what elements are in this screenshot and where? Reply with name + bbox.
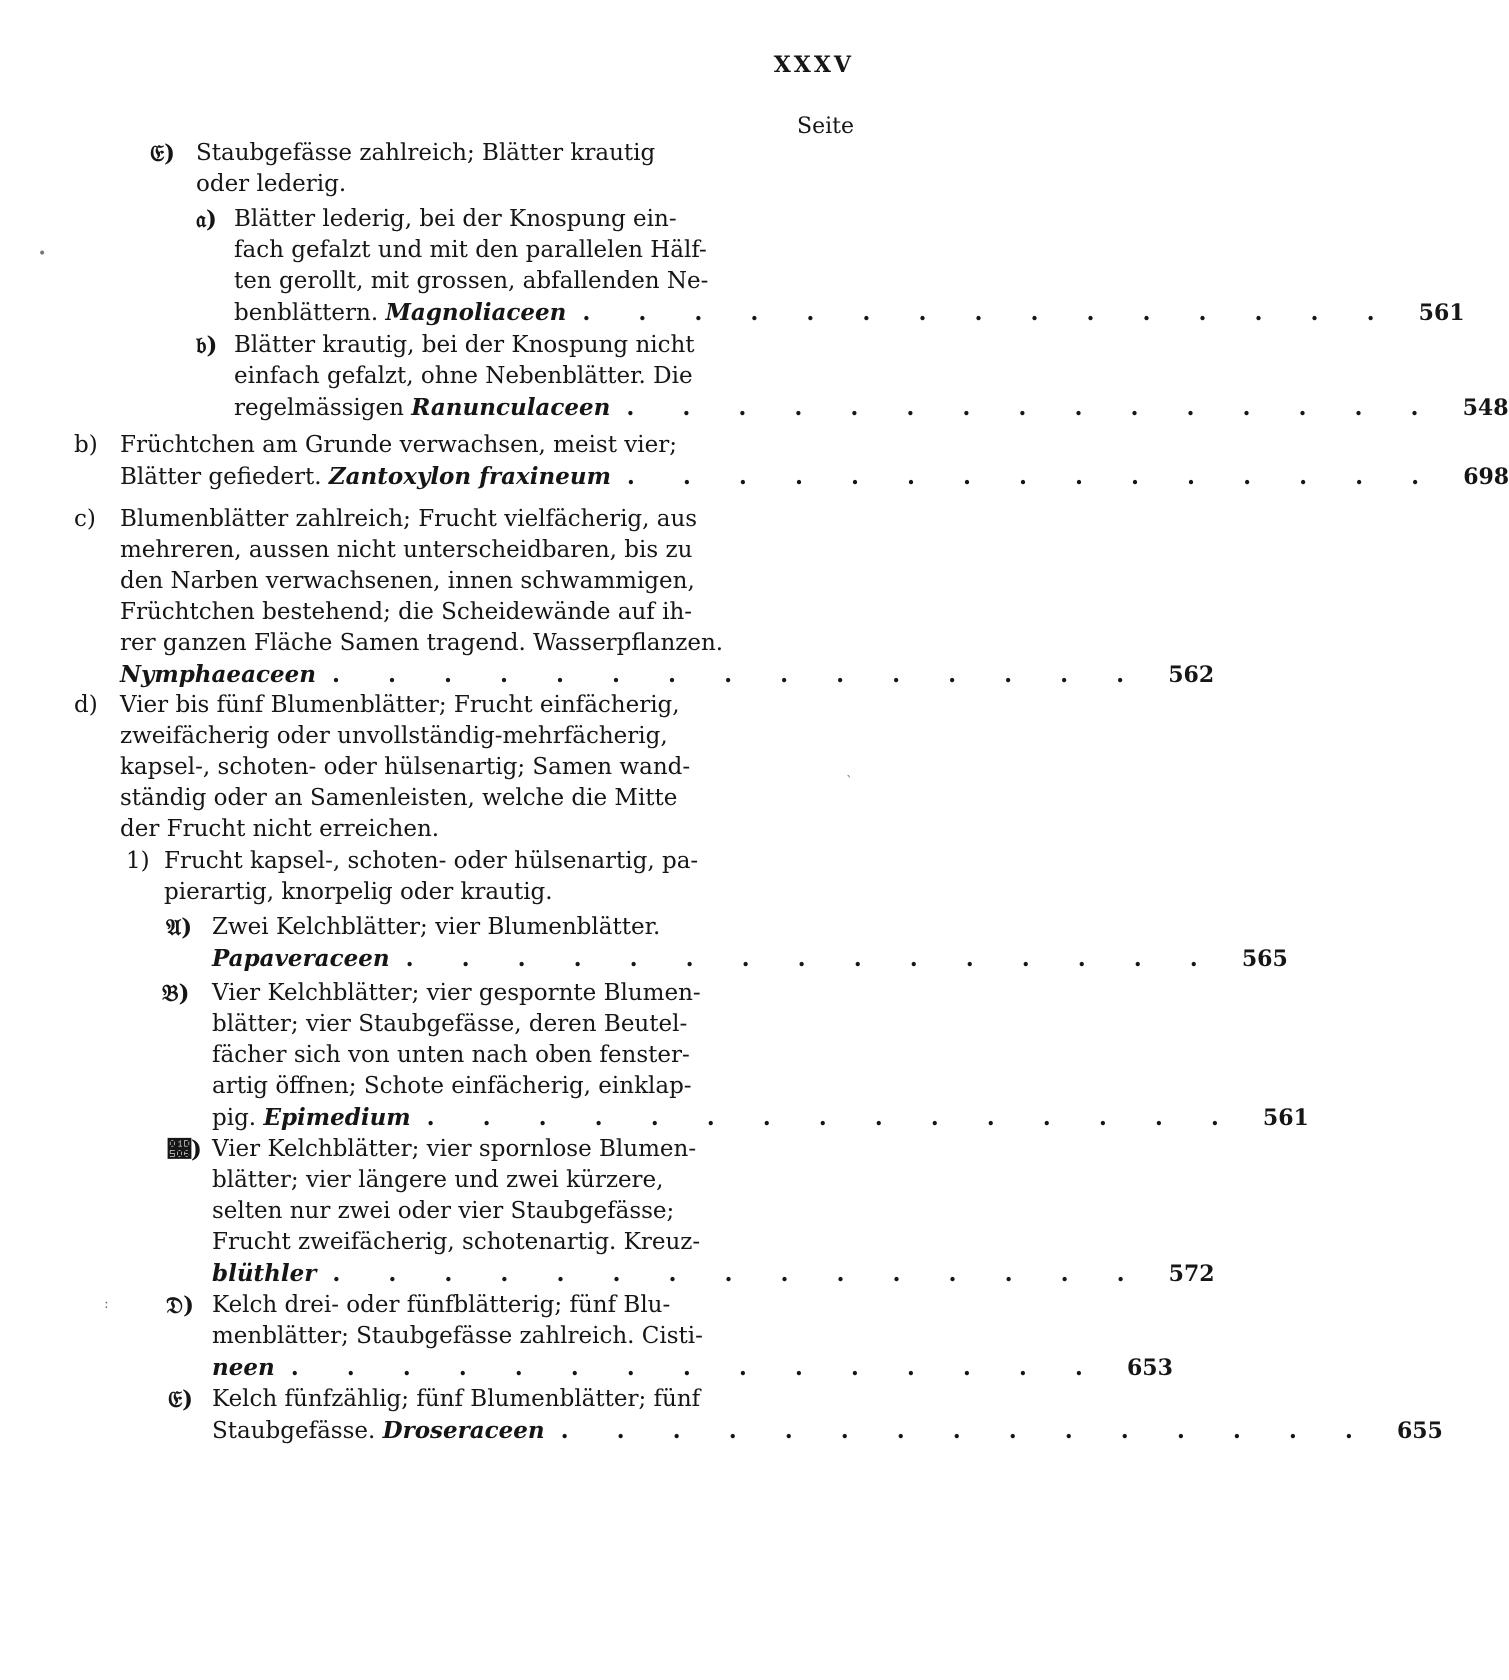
- leader-dots: . . . . . . . . . . . . . . .: [426, 1104, 1239, 1131]
- entry-line: einfach gefalzt, ohne Nebenblätter. Die: [234, 363, 693, 389]
- entry-last-line: [234, 392, 1509, 424]
- entry-line: den Narben verwachsenen, innen schwammigen,: [120, 568, 695, 594]
- entry-line: Staubgefässe zahlreich; Blätter krautig: [196, 140, 656, 166]
- entry-last-line: [120, 461, 1509, 493]
- page-ref: 561: [1262, 1105, 1309, 1131]
- entry-line: Blumenblätter zahlreich; Frucht vielfächerig, aus: [120, 506, 698, 532]
- page-column-label: Seite: [797, 114, 854, 139]
- page-ref: 653: [1127, 1355, 1173, 1381]
- page-ref: 562: [1168, 662, 1215, 688]
- taxon-name: Droseraceen: [382, 1417, 545, 1444]
- entry-line: selten nur zwei oder vier Staubgefässe;: [212, 1198, 675, 1224]
- entry-line: pierartig, knorpelig oder krautig.: [164, 879, 553, 905]
- leader-dots: . . . . . . . . . . . . . . .: [290, 1354, 1103, 1381]
- entry-marker: 𝔄): [166, 914, 193, 941]
- entry-line: artig öffnen; Schote einfächerig, einklap-: [212, 1073, 692, 1099]
- key-entry: [196, 204, 1465, 329]
- key-entry: [162, 978, 1309, 1134]
- entry-line: Kelch drei- oder fünfblätterig; fünf Blu-: [212, 1292, 671, 1318]
- entry-line: ständig oder an Samenleisten, welche die Mitte: [120, 785, 678, 811]
- entry-line: blätter; vier Staubgefässe, deren Beutel-: [212, 1011, 688, 1037]
- entry-line: Blätter krautig, bei der Knospung nicht: [234, 332, 695, 358]
- entry-last-line: [212, 943, 1288, 975]
- leader-dots: . . . . . . . . . . . . . . .: [582, 299, 1395, 326]
- entry-last-line: [120, 659, 1215, 691]
- leader-dots: . . . . . . . . . . . . . . .: [626, 463, 1440, 490]
- taxon-name: Ranunculaceen: [411, 394, 611, 421]
- entry-last-line: [234, 297, 1465, 329]
- key-entry: [126, 846, 860, 908]
- entry-marker: c): [74, 506, 96, 532]
- entry-last-line: [212, 1102, 1309, 1134]
- key-entry: [166, 1290, 1173, 1384]
- entry-text: pig.: [212, 1105, 257, 1131]
- entry-last-line: [212, 1415, 1443, 1447]
- entry-line: Blätter lederig, bei der Knospung ein-: [234, 206, 677, 232]
- entry-line: Vier Kelchblätter; vier gespornte Blumen-: [212, 980, 701, 1006]
- page-ref: 698: [1463, 464, 1509, 490]
- entry-last-line: [212, 1258, 1215, 1290]
- page-ref: 548: [1462, 395, 1509, 421]
- entry-line: der Frucht nicht erreichen.: [120, 816, 440, 842]
- entry-line: Früchtchen am Grunde verwachsen, meist vier;: [120, 432, 677, 458]
- leader-dots: . . . . . . . . . . . . . . .: [560, 1417, 1373, 1444]
- taxon-name: Zantoxylon fraxineum: [328, 463, 611, 490]
- entry-line: Frucht zweifächerig, schotenartig. Kreuz-: [212, 1229, 701, 1255]
- key-entry: [168, 1134, 1215, 1290]
- entry-marker: 𝔇): [166, 1292, 194, 1319]
- entry-text: benblättern.: [234, 300, 379, 326]
- entry-line: mehreren, aussen nicht unterscheidbaren, bis zu: [120, 537, 693, 563]
- print-smudge: `: [846, 774, 853, 790]
- entry-line: Zwei Kelchblätter; vier Blumenblätter.: [212, 914, 661, 940]
- entry-line: oder lederig.: [196, 171, 347, 197]
- entry-marker: 𝔅): [162, 980, 190, 1007]
- leader-dots: . . . . . . . . . . . . . . .: [332, 1260, 1145, 1287]
- entry-marker: b): [74, 432, 98, 458]
- taxon-name: Epimedium: [263, 1104, 411, 1131]
- print-smudge: •: [38, 246, 47, 262]
- page-ref: 561: [1418, 300, 1465, 326]
- taxon-name: blüthler: [212, 1260, 317, 1287]
- entry-line: ten gerollt, mit grossen, abfallenden Ne-: [234, 268, 709, 294]
- key-entry: [150, 138, 860, 200]
- key-entry: [74, 690, 860, 845]
- entry-line: rer ganzen Fläche Samen tragend. Wasserpflanzen.: [120, 630, 724, 656]
- entry-line: fächer sich von unten nach oben fenster-: [212, 1042, 690, 1068]
- taxon-name: neen: [212, 1354, 275, 1381]
- entry-line: Früchtchen bestehend; die Scheidewände auf ih-: [120, 599, 693, 625]
- entry-line: Vier bis fünf Blumenblätter; Frucht einfächerig,: [120, 692, 680, 718]
- entry-marker: d): [74, 692, 98, 718]
- key-entry: [166, 912, 1288, 975]
- page-ref: 572: [1168, 1261, 1215, 1287]
- entry-line: zweifächerig oder unvollständig-mehrfächerig,: [120, 723, 668, 749]
- key-entry: [196, 330, 1509, 424]
- entry-line: kapsel-, schoten- oder hülsenartig; Samen wand-: [120, 754, 691, 780]
- leader-dots: . . . . . . . . . . . . . . .: [331, 661, 1145, 688]
- entry-line: fach gefalzt und mit den parallelen Hälf-: [234, 237, 707, 263]
- key-entry: [74, 430, 1509, 493]
- entry-line: Kelch fünfzählig; fünf Blumenblätter; fünf: [212, 1386, 701, 1412]
- print-smudge: :: [104, 1296, 109, 1312]
- taxon-name: Magnoliaceen: [385, 299, 567, 326]
- leader-dots: . . . . . . . . . . . . . . .: [405, 945, 1218, 972]
- entry-line: blätter; vier längere und zwei kürzere,: [212, 1167, 664, 1193]
- key-entry: [74, 504, 1215, 691]
- leader-dots: . . . . . . . . . . . . . . .: [626, 394, 1439, 421]
- page-ref: 565: [1241, 946, 1288, 972]
- entry-marker: 1): [126, 848, 150, 874]
- entry-text: Blätter gefiedert.: [120, 464, 322, 490]
- entry-text: regelmässigen: [234, 395, 404, 421]
- key-entry: [168, 1384, 1443, 1447]
- entry-line: menblätter; Staubgefässe zahlreich. Cisti-: [212, 1323, 703, 1349]
- entry-marker: 𝔞): [196, 206, 217, 233]
- entry-line: Vier Kelchblätter; vier spornlose Blumen-: [212, 1136, 697, 1162]
- entry-marker: 𝔈): [168, 1386, 193, 1413]
- entry-marker: 𝔈): [150, 140, 175, 167]
- entry-text: Staubgefässe.: [212, 1418, 376, 1444]
- entry-last-line: [212, 1352, 1173, 1384]
- page-ref: 655: [1396, 1418, 1443, 1444]
- taxon-name: Papaveraceen: [212, 945, 390, 972]
- entry-marker: 𝔆): [168, 1136, 202, 1163]
- taxon-name: Nymphaeaceen: [120, 661, 316, 688]
- page-number: XXXV: [773, 52, 854, 78]
- entry-line: Frucht kapsel-, schoten- oder hülsenartig, pa-: [164, 848, 699, 874]
- entry-marker: 𝔟): [196, 332, 218, 359]
